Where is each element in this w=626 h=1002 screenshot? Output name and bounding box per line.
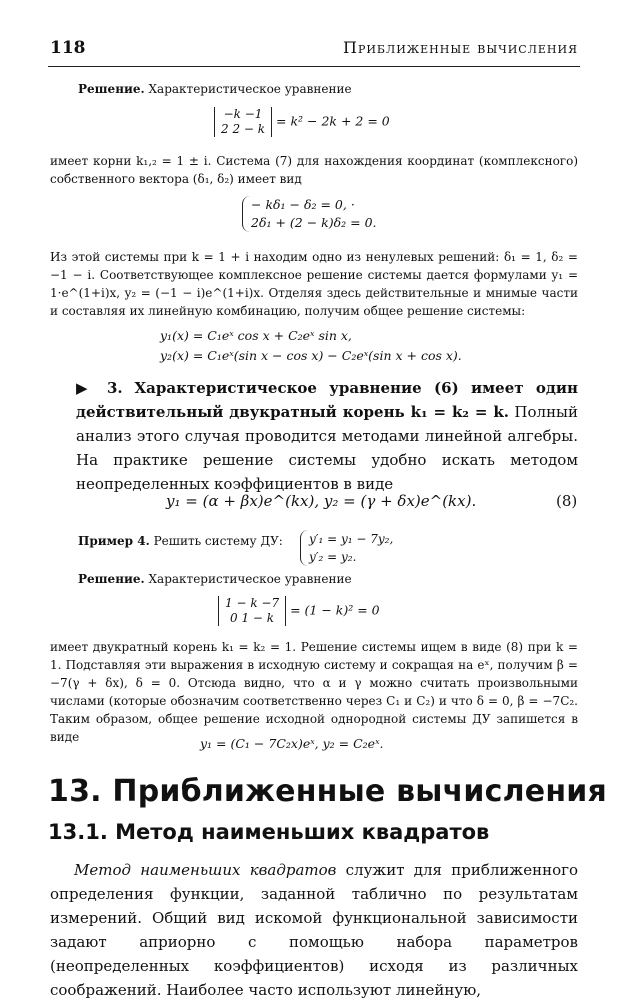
case3-paragraph	[76, 376, 578, 496]
det2-rhs: = (1 − k)² = 0	[290, 602, 380, 618]
case3-heading: Характеристическое уравнение (6) имеет один действительный двукратный корень k₁ = k₂ = k.	[76, 379, 578, 421]
eigen-system	[242, 196, 377, 232]
determinant-2	[218, 596, 286, 626]
determinant-1	[214, 107, 272, 137]
gen-solution-line2: y₂(x) = C₁eˣ(sin x − cos x) − C₂eˣ(sin x + cos x).	[160, 348, 462, 363]
equation-number-8: (8)	[556, 492, 578, 510]
section-title: 13. Приближенные вычисления	[48, 774, 607, 809]
subsection-title: 13.1. Метод наименьших квадратов	[48, 820, 490, 844]
final-solution: y₁ = (C₁ − 7C₂x)eˣ, y₂ = C₂eˣ.	[200, 736, 384, 751]
system-brace-2	[300, 530, 393, 566]
roots-paragraph: имеет корни k₁,₂ = 1 ± i. Система (7) для нахождения координат (комплексного) собственного вектора (δ₁, δ₂) имеет вид	[50, 154, 578, 186]
det2-row2: 0 1 − k	[230, 611, 275, 625]
after-system-paragraph: Из этой системы при k = 1 + i находим одно из ненулевых решений: δ₁ = 1, δ₂ = −1 − i. Соответствующее комплексное решение системы дается формулами y₁ = 1·e^(1+i)x, y₂ = (−1 − i)e^(1+i)x. Отделяя здесь действительные и мнимые части и составляя их линейную комбинацию, получим общее решение системы:	[50, 250, 578, 318]
closing-text: служит для приближенного определения функции, заданной таблично по результатам измерений. Общий вид искомой функциональной зависимости задают априорно с помощью набора параметров (неопределенных коэффициентов) исходя из различных соображений. Наиболее часто используют линейную,	[50, 861, 578, 999]
formula-8: y₁ = (α + βx)e^(kx), y₂ = (γ + δx)e^(kx).	[166, 492, 477, 510]
example4	[78, 532, 283, 550]
solution2-intro-text: Характеристическое уравнение	[148, 572, 352, 586]
det1-rhs: = k² − 2k + 2 = 0	[276, 113, 390, 129]
solution2-label: Решение.	[78, 572, 145, 586]
sys1-row2: 2δ₁ + (2 − k)δ₂ = 0.	[251, 215, 377, 230]
det2-row1: 1 − k −7	[225, 596, 280, 610]
gen-solution-line1: y₁(x) = C₁eˣ cos x + C₂eˣ sin x,	[160, 328, 352, 343]
ex4-row2: y′₂ = y₂.	[309, 550, 357, 564]
page-number: 118	[50, 38, 86, 58]
example4-system	[300, 530, 393, 566]
solution2-body: имеет двукратный корень k₁ = k₂ = 1. Решение системы ищем в виде (8) при k = 1. Подставляя эти выражения в исходную систему и сокращая на eˣ, получим β = −7(γ + δx), δ = 0. Отсюда видно, что α и γ можно считать произвольными числами (которые обозначим соответственно через C₁ и C₂) и что δ = 0, β = −7C₂. Таким образом, общее решение исходной однородной системы ДУ запишется в виде	[50, 640, 578, 744]
system-brace-1	[242, 196, 377, 232]
solution1-intro-text: Характеристическое уравнение	[148, 82, 352, 96]
header-rule	[48, 66, 580, 67]
det1-row2: 2 2 − k	[221, 122, 266, 136]
char-equation-1	[214, 107, 390, 137]
solution2-intro	[78, 570, 578, 588]
general-solution-1	[160, 326, 462, 366]
ex4-row1: y′₁ = y₁ − 7y₂,	[309, 532, 394, 546]
det1-row1: −k −1	[223, 107, 263, 121]
solution1-intro	[78, 80, 578, 98]
char-equation-2	[218, 596, 380, 626]
case3-text: Полный анализ этого случая проводится методами линейной алгебры. На практике решение системы удобно искать методом неопределенных коэффициентов в виде	[76, 403, 578, 493]
closing-paragraph	[50, 858, 578, 1002]
sys1-row1: − kδ₁ − δ₂ = 0, ·	[251, 197, 355, 212]
example4-text: Решить систему ДУ:	[153, 534, 283, 548]
example4-label: Пример 4.	[78, 534, 150, 548]
solution1-label: Решение.	[78, 82, 145, 96]
closing-term: Метод наименьших квадратов	[74, 861, 337, 879]
running-title: Приближенные вычисления	[342, 38, 578, 57]
case3-marker: ▶ 3.	[76, 379, 123, 397]
